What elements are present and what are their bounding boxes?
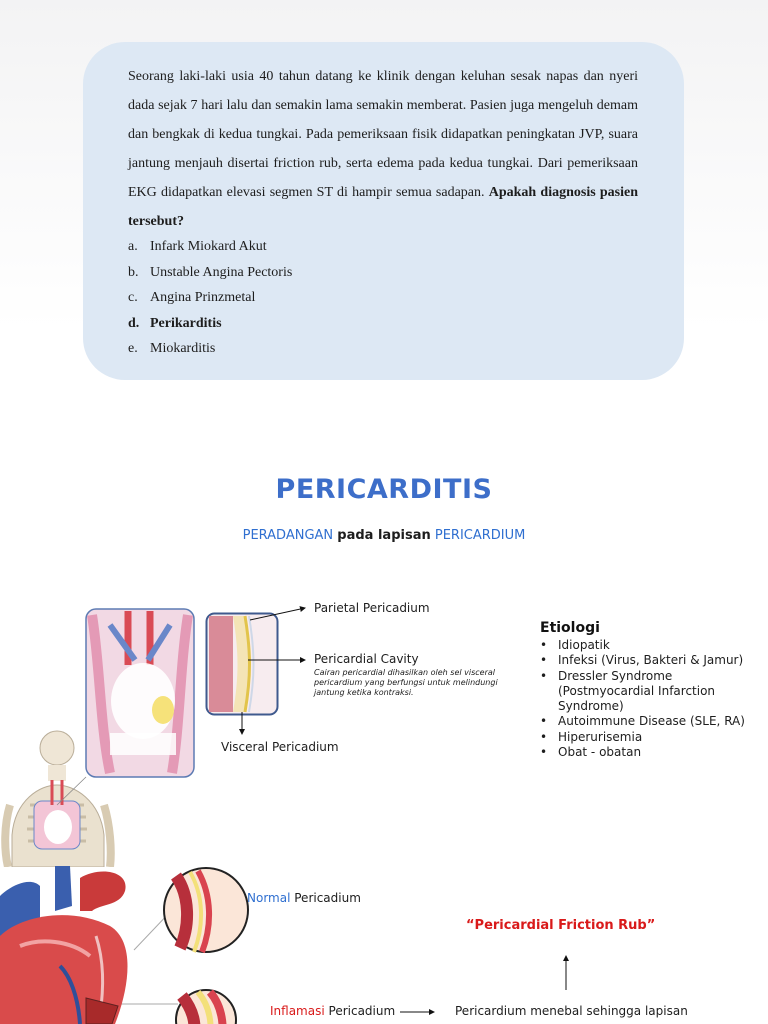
option-b[interactable]: b. Unstable Angina Pectoris bbox=[128, 264, 293, 280]
slide-title: PERICARDITIS bbox=[275, 474, 493, 505]
etiologi-box bbox=[540, 620, 748, 760]
parietal-label: Parietal Pericadium bbox=[314, 601, 430, 615]
list-item: • Hiperurisemia bbox=[540, 729, 643, 744]
option-d-correct[interactable]: d. Perikarditis bbox=[128, 315, 222, 331]
list-item: • Obat - obatan bbox=[540, 745, 642, 760]
friction-rub-label: “Pericardial Friction Rub” bbox=[466, 918, 656, 933]
question-prompt: Apakah diagnosis pasien tersebut? bbox=[128, 185, 638, 229]
option-a[interactable]: a. Infark Miokard Akut bbox=[128, 239, 267, 254]
slide-subtitle: PERADANGAN pada lapisan PERICARDIUM bbox=[242, 528, 526, 543]
list-item: • Idiopatik bbox=[540, 638, 610, 652]
cavity-label: Pericardial Cavity bbox=[314, 652, 419, 666]
list-item: • Infeksi (Virus, Bakteri & Jamur) bbox=[540, 653, 744, 668]
question-body: Seorang laki-laki usia 40 tahun datang ke klinik dengan keluhan sesak napas dan nyeri dada sejak 7 hari lalu dan semakin lama semakin memberat. Pasien juga mengeluh demam dan bengkak di kedua tungkai. Pada pemeriksaan fisik didapatkan peningkatan JVP, suara jantung menjauh disertai friction rub, serta edema pada kedua tungkai. Dari pemeriksaan EKG didapatkan elevasi segmen ST di hampir semua sadapan. bbox=[128, 69, 638, 200]
option-e[interactable]: e. Miokarditis bbox=[128, 341, 216, 356]
list-item: • Dressler Syndrome (Postmyocardial Infarction Syndrome) bbox=[540, 668, 716, 714]
normal-pericardium-label: Normal Pericadium bbox=[247, 891, 361, 905]
thickening-text: Pericardium menebal sehingga lapisan bbox=[455, 1004, 688, 1018]
etiologi-list bbox=[540, 638, 748, 760]
list-item: • Autoimmune Disease (SLE, RA) bbox=[540, 714, 745, 729]
heart-illustration bbox=[0, 866, 250, 1024]
visceral-label: Visceral Pericadium bbox=[221, 740, 339, 754]
inflamasi-pericardium-label: Inflamasi Pericadium bbox=[270, 1004, 396, 1018]
etiologi-heading: Etiologi bbox=[540, 620, 600, 636]
option-c[interactable]: c. Angina Prinzmetal bbox=[128, 290, 256, 305]
cavity-description: Cairan pericardial dihasilkan oleh sel visceral pericardium yang berfungsi untuk melindungi jantung ketika kontraksi. bbox=[314, 668, 498, 697]
